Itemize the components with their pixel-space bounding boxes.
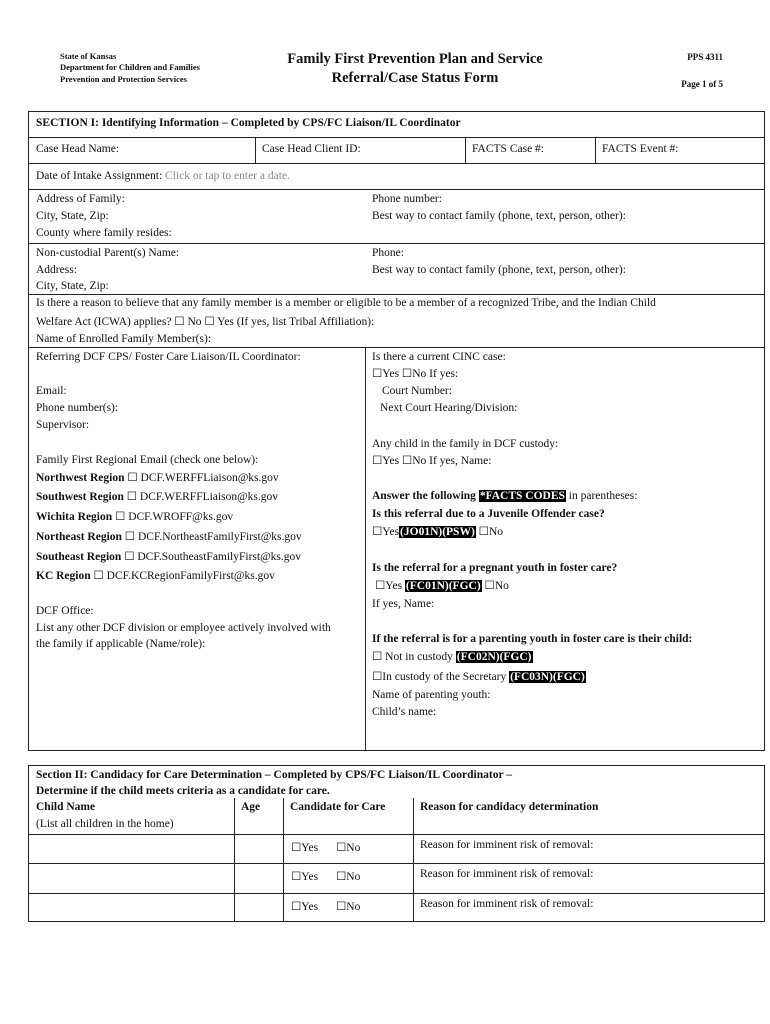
cinc-question: Is there a current CINC case: — [372, 351, 506, 363]
in-custody-code: (FC03N)(FGC) — [510, 671, 585, 683]
candidate-yes-checkbox[interactable]: ☐Yes — [291, 901, 319, 913]
facts-case-field[interactable]: FACTS Case #: — [472, 143, 544, 155]
city-state-zip-field[interactable]: City, State, Zip: — [36, 210, 109, 222]
col-child-name: Child Name — [36, 801, 96, 813]
agency-division: Prevention and Protection Services — [60, 73, 187, 84]
candidacy-table-header — [29, 800, 764, 835]
email-field[interactable]: Email: — [36, 385, 67, 397]
form-number: PPS 4311 — [687, 52, 723, 62]
in-custody-option[interactable]: ☐In custody of the Secretary (FC03N)(FGC) — [372, 671, 585, 683]
family-address-row — [29, 190, 764, 244]
jo-question: Is this referral due to a Juvenile Offender case? — [372, 508, 605, 520]
agency-block — [60, 51, 200, 85]
case-head-name-field[interactable]: Case Head Name: — [36, 143, 120, 155]
form-title-line1: Family First Prevention Plan and Service — [287, 51, 543, 67]
noncustodial-row — [29, 244, 764, 295]
noncustodial-best-way-field[interactable]: Best way to contact family (phone, text, person, other): — [372, 264, 626, 276]
col-child-name-sub: (List all children in the home) — [36, 818, 174, 830]
candidate-yes-checkbox[interactable]: ☐Yes — [291, 842, 319, 854]
form-title-line2: Referral/Case Status Form — [331, 69, 499, 86]
reason-field[interactable]: Reason for imminent risk of removal: — [420, 868, 594, 880]
other-dcf-line1: List any other DCF division or employee actively involved with — [36, 622, 331, 634]
intake-row — [29, 164, 764, 190]
col-age: Age — [241, 801, 261, 813]
child-name-field[interactable]: Child’s name: — [372, 706, 437, 718]
reason-field[interactable]: Reason for imminent risk of removal: — [420, 898, 594, 910]
jo-options[interactable]: ☐Yes(JO01N)(PSW) ☐No — [372, 526, 504, 538]
icwa-question-line1: Is there a reason to believe that any family member is a member or eligible to be a member of a recognized Tribe, and the Indian Child — [36, 297, 656, 309]
section-2 — [28, 765, 765, 922]
referral-details-block — [29, 348, 764, 751]
phone-numbers-field[interactable]: Phone number(s): — [36, 402, 119, 414]
pregnant-code: (FC01N)(FGC) — [405, 580, 481, 592]
col-reason: Reason for candidacy determination — [420, 801, 599, 813]
supervisor-field[interactable]: Supervisor: — [36, 419, 90, 431]
form-meta — [681, 52, 723, 91]
facts-codes-instruction: Answer the following *FACTS CODES in parentheses: — [372, 490, 638, 502]
custody-question: Any child in the family in DCF custody: — [372, 438, 559, 450]
region-wichita[interactable]: Wichita Region ☐ DCF.WROFF@ks.gov — [36, 511, 234, 523]
case-head-client-id-field[interactable]: Case Head Client ID: — [262, 143, 361, 155]
other-dcf-line2[interactable]: the family if applicable (Name/role): — [36, 638, 206, 650]
dcf-office-field[interactable]: DCF Office: — [36, 605, 94, 617]
page-number: Page 1 of 5 — [681, 79, 723, 90]
best-way-field[interactable]: Best way to contact family (phone, text, person, other): — [372, 210, 626, 222]
section-1-title: SECTION I: Identifying Information – Completed by CPS/FC Liaison/IL Coordinator — [36, 117, 461, 129]
region-southeast[interactable]: Southeast Region ☐ DCF.SoutheastFamilyFirst@ks.gov — [36, 551, 302, 563]
noncustodial-address-field[interactable]: Address: — [36, 264, 77, 276]
section-1 — [28, 111, 765, 751]
table-row — [29, 864, 764, 894]
noncustodial-name-field[interactable]: Non-custodial Parent(s) Name: — [36, 247, 180, 259]
phone-number-field[interactable]: Phone number: — [372, 193, 442, 205]
address-family-field[interactable]: Address of Family: — [36, 193, 125, 205]
region-northwest[interactable]: Northwest Region ☐ DCF.WERFFLiaison@ks.gov — [36, 472, 279, 484]
facts-event-field[interactable]: FACTS Event #: — [602, 143, 679, 155]
icwa-row — [29, 295, 764, 348]
referring-coordinator-field[interactable]: Referring DCF CPS/ Foster Care Liaison/IL Coordinator: — [36, 351, 301, 363]
next-court-field[interactable]: Next Court Hearing/Division: — [380, 402, 518, 414]
court-number-field[interactable]: Court Number: — [382, 385, 452, 397]
section-2-title-line1: Section II: Candidacy for Care Determination – Completed by CPS/FC Liaison/IL Coordinator – — [36, 769, 512, 781]
pregnant-question: Is the referral for a pregnant youth in foster care? — [372, 562, 618, 574]
region-southwest[interactable]: Southwest Region ☐ DCF.WERFFLiaison@ks.gov — [36, 491, 279, 503]
intake-date-picker[interactable]: Click or tap to enter a date. — [165, 170, 290, 182]
candidate-no-checkbox[interactable]: ☐No — [336, 901, 361, 913]
custody-options[interactable]: ☐Yes ☐No If yes, Name: — [372, 455, 492, 467]
section-2-title-line2: Determine if the child meets criteria as a candidate for care. — [36, 785, 330, 797]
noncustodial-city-field[interactable]: City, State, Zip: — [36, 280, 109, 292]
reason-field[interactable]: Reason for imminent risk of removal: — [420, 839, 594, 851]
county-field[interactable]: County where family resides: — [36, 227, 172, 239]
regional-email-label: Family First Regional Email (check one below): — [36, 454, 259, 466]
table-row — [29, 835, 764, 864]
jo-code: (JO01N)(PSW) — [400, 526, 475, 538]
pregnant-name-field[interactable]: If yes, Name: — [372, 598, 435, 610]
candidate-yes-checkbox[interactable]: ☐Yes — [291, 871, 319, 883]
enrolled-member-field[interactable]: Name of Enrolled Family Member(s): — [36, 333, 212, 345]
parenting-question: If the referral is for a parenting youth in foster care is their child: — [372, 633, 693, 645]
region-northeast[interactable]: Northeast Region ☐ DCF.NortheastFamilyFirst@ks.gov — [36, 531, 302, 543]
candidate-no-checkbox[interactable]: ☐No — [336, 842, 361, 854]
case-head-row — [29, 138, 764, 164]
facts-codes-highlight: *FACTS CODES — [479, 490, 565, 502]
noncustodial-phone-field[interactable]: Phone: — [372, 247, 404, 259]
icwa-question-line2[interactable]: Welfare Act (ICWA) applies? ☐ No ☐ Yes (If yes, list Tribal Affiliation): — [36, 316, 375, 328]
region-kc[interactable]: KC Region ☐ DCF.KCRegionFamilyFirst@ks.gov — [36, 570, 275, 582]
not-in-custody-option[interactable]: ☐ Not in custody (FC02N)(FGC) — [372, 651, 532, 663]
form-title — [250, 50, 580, 88]
cinc-options[interactable]: ☐Yes ☐No If yes: — [372, 368, 459, 380]
not-custody-code: (FC02N)(FGC) — [456, 651, 532, 663]
section-1-title-row — [29, 112, 764, 138]
col-candidate: Candidate for Care — [290, 801, 386, 813]
agency-state: State of Kansas — [60, 51, 117, 61]
pregnant-options[interactable]: ☐Yes (FC01N)(FGC) ☐No — [375, 580, 509, 592]
table-row — [29, 894, 764, 922]
candidate-no-checkbox[interactable]: ☐No — [336, 871, 361, 883]
parenting-youth-name-field[interactable]: Name of parenting youth: — [372, 689, 491, 701]
agency-department: Department for Children and Families — [60, 62, 200, 73]
intake-label: Date of Intake Assignment: Click or tap to enter a date. — [36, 170, 290, 182]
